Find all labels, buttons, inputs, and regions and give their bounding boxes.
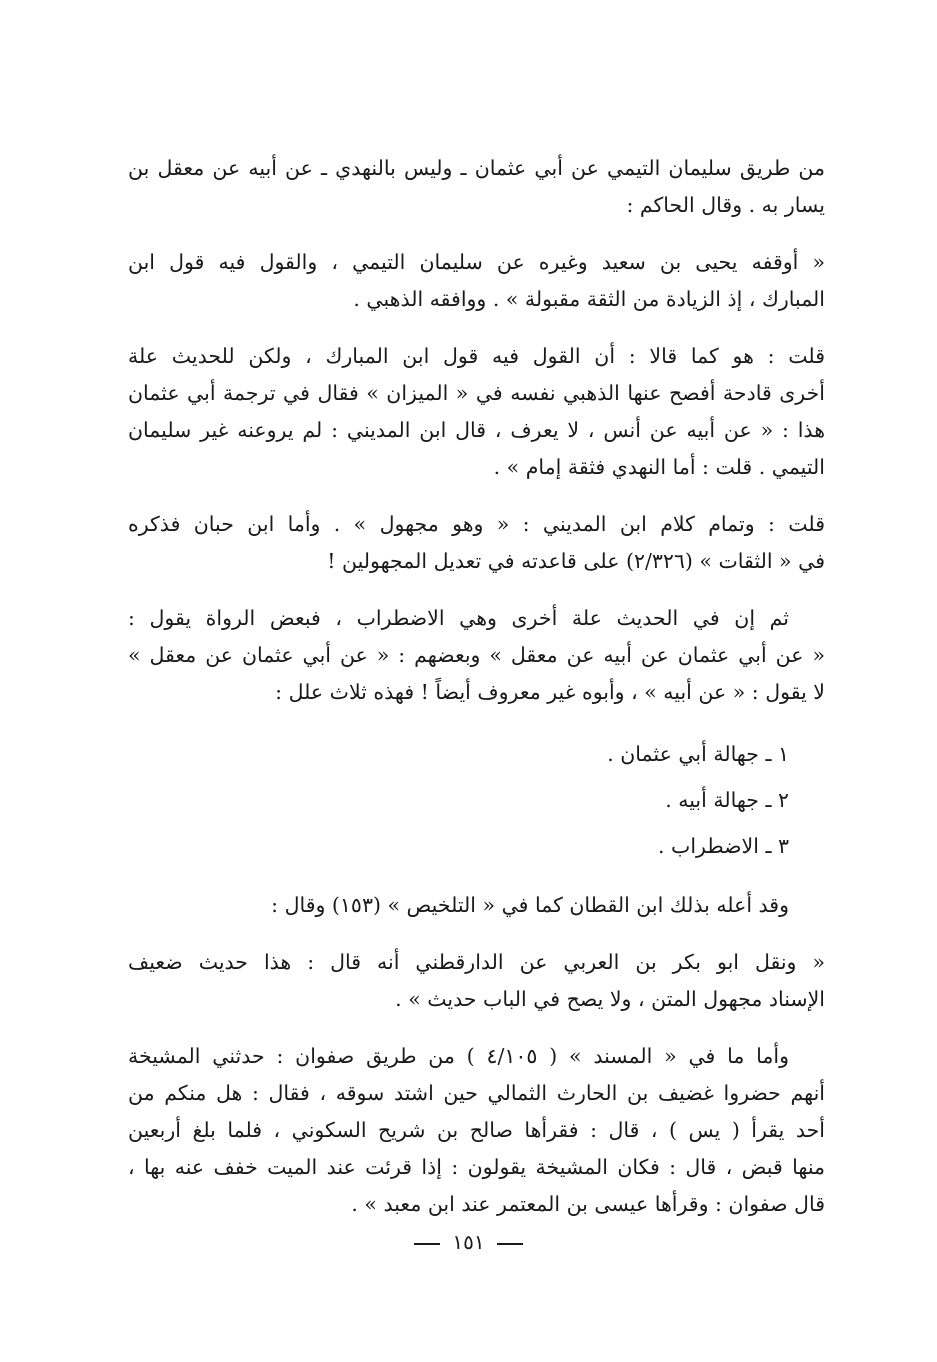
paragraph-1: [128, 150, 825, 224]
defects-list: [128, 731, 825, 869]
text-line: منها قبض ، قال : فكان المشيخة يقولون : إذا قرئت عند الميت خفف عنه بها ،: [128, 1155, 825, 1179]
paragraph-7-quote: [128, 944, 825, 1018]
paragraph-2-quote: [128, 244, 825, 318]
paragraph-6: [128, 887, 825, 924]
text-line: « عن أبي عثمان عن أبيه عن معقل » وبعضهم : « عن أبي عثمان عن معقل »: [128, 643, 825, 667]
text-line: الإسناد مجهول المتن ، ولا يصح في الباب حديث » .: [395, 987, 825, 1011]
text-line: المبارك ، إذ الزيادة من الثقة مقبولة » . ووافقه الذهبي .: [353, 287, 825, 311]
text-line: « أوقفه يحيى بن سعيد وغيره عن سليمان التيمي ، والقول فيه قول ابن: [128, 250, 825, 274]
text-line: قلت : وتمام كلام ابن المديني : « وهو مجهول » . وأما ابن حبان فذكره: [128, 512, 825, 536]
text-line: التيمي . قلت : أما النهدي فثقة إمام » .: [493, 455, 825, 479]
text-line: أنهم حضروا غضيف بن الحارث الثمالي حين اشتد سوقه ، فقال : هل منكم من: [128, 1081, 825, 1105]
text-line: قلت : هو كما قالا : أن القول فيه قول ابن المبارك ، ولكن للحديث علة: [128, 344, 825, 368]
text-line: أحد يقرأ ( يس ) ، قال : فقرأها صالح بن شريح السكوني ، فلما بلغ أربعين: [128, 1118, 825, 1142]
page-number: [0, 1230, 937, 1254]
page-body: [128, 150, 825, 1243]
dash-divider: [497, 1243, 523, 1245]
paragraph-4: [128, 506, 825, 580]
list-item: ٣ ـ الاضطراب .: [657, 834, 789, 858]
text-line: من طريق سليمان التيمي عن أبي عثمان ـ وليس بالنهدي ـ عن أبيه عن معقل بن: [128, 156, 826, 180]
list-item: ٢ ـ جهالة أبيه .: [665, 788, 789, 812]
text-line: « ونقل ابو بكر بن العربي عن الدارقطني أنه قال : هذا حديث ضعيف: [128, 950, 825, 974]
dash-divider: [414, 1243, 440, 1245]
text-line: يسار به . وقال الحاكم :: [626, 193, 825, 217]
text-line: وقد أعله بذلك ابن القطان كما في « التلخيص » (١٥٣) وقال :: [271, 893, 789, 917]
text-line: وأما ما في « المسند » ( ٤/١٠٥ ) من طريق صفوان : حدثني المشيخة: [128, 1044, 789, 1068]
text-line: قال صفوان : وقرأها عيسى بن المعتمر عند ابن معبد » .: [351, 1192, 825, 1216]
text-line: ثم إن في الحديث علة أخرى وهي الاضطراب ، فبعض الرواة يقول :: [128, 606, 789, 630]
paragraph-3: [128, 338, 825, 486]
page-number-text: ١٥١: [452, 1230, 485, 1254]
paragraph-8: [128, 1038, 825, 1223]
list-item: ١ ـ جهالة أبي عثمان .: [607, 742, 789, 766]
text-line: لا يقول : « عن أبيه » ، وأبوه غير معروف أيضاً ! فهذه ثلاث علل :: [275, 680, 825, 704]
text-line: أخرى قادحة أفصح عنها الذهبي نفسه في « الميزان » فقال في ترجمة أبي عثمان: [128, 381, 825, 405]
text-line: هذا : « عن أبيه عن أنس ، لا يعرف ، قال ابن المديني : لم يروعنه غير سليمان: [128, 418, 825, 442]
paragraph-5: [128, 600, 825, 711]
text-line: في « الثقات » (٢/٣٢٦) على قاعدته في تعديل المجهولين !: [327, 549, 825, 573]
